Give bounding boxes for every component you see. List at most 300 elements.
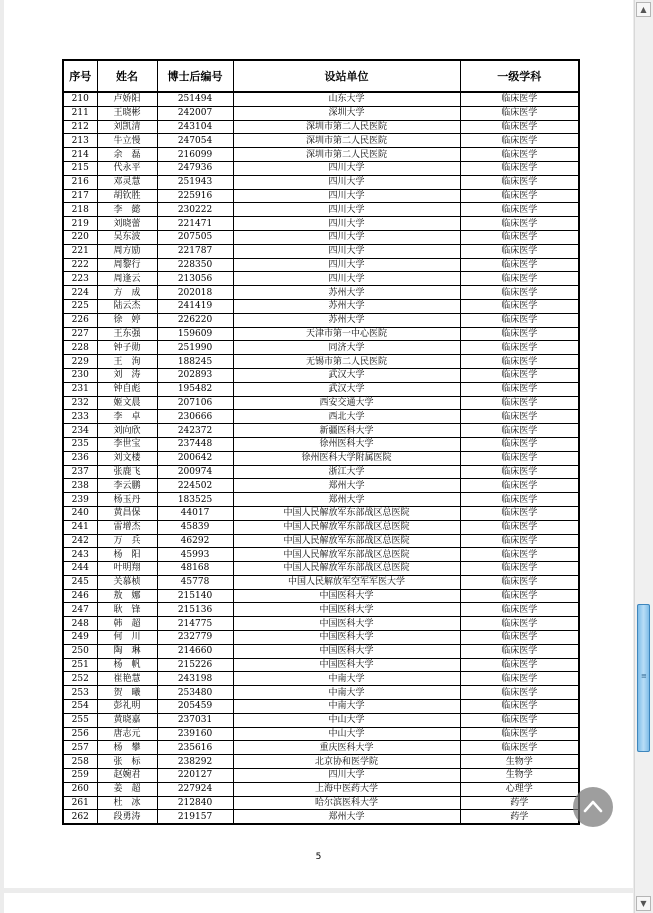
cell-institution: 哈尔滨医科大学	[233, 796, 460, 810]
cell-discipline: 临床医学	[460, 382, 579, 396]
scrollbar-thumb[interactable]	[637, 604, 650, 752]
table-row	[63, 603, 579, 617]
cell-institution: 四川大学	[233, 203, 460, 217]
cell-discipline: 临床医学	[460, 410, 579, 424]
cell-name: 王晓彬	[97, 106, 157, 120]
table-row	[63, 479, 579, 493]
cell-discipline: 临床医学	[460, 686, 579, 700]
cell-postdoc-id: 242372	[157, 424, 233, 438]
cell-name: 代永平	[97, 161, 157, 175]
cell-discipline: 临床医学	[460, 631, 579, 645]
cell-institution: 中国人民解放军东部战区总医院	[233, 534, 460, 548]
cell-discipline: 临床医学	[460, 700, 579, 714]
cell-discipline: 心理学	[460, 782, 579, 796]
cell-institution: 深圳市第二人民医院	[233, 148, 460, 162]
cell-institution: 四川大学	[233, 769, 460, 783]
cell-discipline: 临床医学	[460, 134, 579, 148]
cell-discipline: 临床医学	[460, 203, 579, 217]
cell-index: 228	[63, 341, 97, 355]
cell-institution: 中国医科大学	[233, 589, 460, 603]
cell-postdoc-id: 237031	[157, 713, 233, 727]
cell-discipline: 临床医学	[460, 92, 579, 106]
cell-postdoc-id: 214775	[157, 617, 233, 631]
cell-postdoc-id: 207505	[157, 230, 233, 244]
cell-postdoc-id: 227924	[157, 782, 233, 796]
cell-postdoc-id: 232779	[157, 631, 233, 645]
cell-discipline: 临床医学	[460, 272, 579, 286]
cell-discipline: 临床医学	[460, 148, 579, 162]
cell-name: 周逢云	[97, 272, 157, 286]
cell-institution: 无锡市第二人民医院	[233, 355, 460, 369]
cell-discipline: 生物学	[460, 755, 579, 769]
cell-postdoc-id: 253480	[157, 686, 233, 700]
cell-index: 239	[63, 493, 97, 507]
cell-index: 223	[63, 272, 97, 286]
table-row	[63, 299, 579, 313]
cell-institution: 中山大学	[233, 727, 460, 741]
cell-index: 257	[63, 741, 97, 755]
cell-index: 210	[63, 92, 97, 106]
cell-index: 211	[63, 106, 97, 120]
cell-institution: 中南大学	[233, 700, 460, 714]
table-row	[63, 230, 579, 244]
table-row	[63, 106, 579, 120]
cell-institution: 西北大学	[233, 410, 460, 424]
cell-postdoc-id: 213056	[157, 272, 233, 286]
cell-institution: 深圳市第二人民医院	[233, 120, 460, 134]
cell-postdoc-id: 45778	[157, 575, 233, 589]
cell-name: 叶明翔	[97, 562, 157, 576]
cell-institution: 重庆医科大学	[233, 741, 460, 755]
cell-discipline: 药学	[460, 796, 579, 810]
cell-name: 赵婉君	[97, 769, 157, 783]
cell-institution: 徐州医科大学	[233, 437, 460, 451]
cell-institution: 中国人民解放军东部战区总医院	[233, 506, 460, 520]
cell-discipline: 临床医学	[460, 713, 579, 727]
cell-name: 韩 超	[97, 617, 157, 631]
cell-name: 李 卓	[97, 410, 157, 424]
cell-name: 刘晓蕾	[97, 217, 157, 231]
table-row	[63, 575, 579, 589]
cell-postdoc-id: 215136	[157, 603, 233, 617]
table-row	[63, 451, 579, 465]
cell-index: 255	[63, 713, 97, 727]
cell-name: 姜 超	[97, 782, 157, 796]
cell-index: 256	[63, 727, 97, 741]
cell-postdoc-id: 230222	[157, 203, 233, 217]
cell-name: 余 磊	[97, 148, 157, 162]
cell-institution: 中国医科大学	[233, 617, 460, 631]
cell-name: 何 川	[97, 631, 157, 645]
cell-discipline: 临床医学	[460, 258, 579, 272]
cell-postdoc-id: 216099	[157, 148, 233, 162]
table-row	[63, 506, 579, 520]
cell-index: 240	[63, 506, 97, 520]
table-row	[63, 396, 579, 410]
cell-institution: 中国人民解放军空军军医大学	[233, 575, 460, 589]
cell-name: 卢娇阳	[97, 92, 157, 106]
table-row	[63, 700, 579, 714]
cell-index: 245	[63, 575, 97, 589]
table-row	[63, 741, 579, 755]
cell-name: 李世宝	[97, 437, 157, 451]
cell-name: 彭礼明	[97, 700, 157, 714]
cell-index: 258	[63, 755, 97, 769]
cell-name: 杨 攀	[97, 741, 157, 755]
table-row	[63, 120, 579, 134]
cell-institution: 西安交通大学	[233, 396, 460, 410]
cell-name: 杜 冰	[97, 796, 157, 810]
table-row	[63, 424, 579, 438]
cell-institution: 武汉大学	[233, 368, 460, 382]
cell-name: 刘凯清	[97, 120, 157, 134]
cell-institution: 四川大学	[233, 217, 460, 231]
cell-name: 刘向欣	[97, 424, 157, 438]
cell-discipline: 临床医学	[460, 617, 579, 631]
cell-index: 259	[63, 769, 97, 783]
cell-name: 胡钦胜	[97, 189, 157, 203]
back-to-top-button[interactable]	[573, 787, 613, 827]
cell-name: 徐 婷	[97, 313, 157, 327]
cell-index: 225	[63, 299, 97, 313]
cell-postdoc-id: 247054	[157, 134, 233, 148]
cell-name: 钟自彪	[97, 382, 157, 396]
cell-discipline: 临床医学	[460, 479, 579, 493]
cell-postdoc-id: 241419	[157, 299, 233, 313]
table-row	[63, 548, 579, 562]
cell-institution: 北京协和医学院	[233, 755, 460, 769]
grip-icon: ≡	[641, 672, 647, 680]
cell-discipline: 临床医学	[460, 589, 579, 603]
cell-discipline: 临床医学	[460, 451, 579, 465]
cell-institution: 中国医科大学	[233, 658, 460, 672]
cell-discipline: 临床医学	[460, 230, 579, 244]
cell-index: 237	[63, 465, 97, 479]
cell-postdoc-id: 214660	[157, 644, 233, 658]
cell-institution: 郑州大学	[233, 493, 460, 507]
cell-postdoc-id: 251990	[157, 341, 233, 355]
cell-institution: 中山大学	[233, 713, 460, 727]
cell-index: 220	[63, 230, 97, 244]
next-page-edge	[4, 893, 633, 913]
table-row	[63, 672, 579, 686]
table-row	[63, 782, 579, 796]
cell-postdoc-id: 247936	[157, 161, 233, 175]
cell-index: 249	[63, 631, 97, 645]
cell-name: 姬文晨	[97, 396, 157, 410]
cell-name: 吴东波	[97, 230, 157, 244]
cell-index: 229	[63, 355, 97, 369]
cell-institution: 中南大学	[233, 672, 460, 686]
cell-discipline: 临床医学	[460, 658, 579, 672]
cell-postdoc-id: 243104	[157, 120, 233, 134]
cell-postdoc-id: 230666	[157, 410, 233, 424]
cell-postdoc-id: 226220	[157, 313, 233, 327]
cell-institution: 四川大学	[233, 244, 460, 258]
chevron-up-icon	[582, 796, 604, 818]
cell-discipline: 临床医学	[460, 548, 579, 562]
cell-institution: 中南大学	[233, 686, 460, 700]
table-row	[63, 355, 579, 369]
table-row	[63, 686, 579, 700]
header-postdoc-id: 博士后编号	[157, 60, 233, 92]
cell-discipline: 临床医学	[460, 575, 579, 589]
cell-name: 雷增杰	[97, 520, 157, 534]
table-row	[63, 189, 579, 203]
cell-institution: 四川大学	[233, 272, 460, 286]
cell-institution: 深圳大学	[233, 106, 460, 120]
cell-index: 233	[63, 410, 97, 424]
postdoc-list-table	[62, 59, 580, 825]
table-row	[63, 175, 579, 189]
cell-discipline: 临床医学	[460, 244, 579, 258]
cell-name: 贺 曦	[97, 686, 157, 700]
cell-postdoc-id: 219157	[157, 810, 233, 824]
table-row	[63, 258, 579, 272]
cell-postdoc-id: 237448	[157, 437, 233, 451]
table-row	[63, 713, 579, 727]
cell-institution: 四川大学	[233, 175, 460, 189]
cell-postdoc-id: 48168	[157, 562, 233, 576]
cell-index: 253	[63, 686, 97, 700]
cell-postdoc-id: 207106	[157, 396, 233, 410]
table-row	[63, 410, 579, 424]
cell-index: 241	[63, 520, 97, 534]
cell-postdoc-id: 238292	[157, 755, 233, 769]
cell-discipline: 临床医学	[460, 534, 579, 548]
cell-index: 232	[63, 396, 97, 410]
cell-index: 217	[63, 189, 97, 203]
cell-postdoc-id: 215226	[157, 658, 233, 672]
cell-discipline: 临床医学	[460, 175, 579, 189]
cell-index: 215	[63, 161, 97, 175]
cell-postdoc-id: 200974	[157, 465, 233, 479]
cell-index: 221	[63, 244, 97, 258]
table-row	[63, 810, 579, 824]
cell-postdoc-id: 215140	[157, 589, 233, 603]
cell-discipline: 临床医学	[460, 120, 579, 134]
cell-postdoc-id: 159609	[157, 327, 233, 341]
cell-institution: 中国人民解放军东部战区总医院	[233, 548, 460, 562]
cell-index: 226	[63, 313, 97, 327]
cell-index: 243	[63, 548, 97, 562]
table-row	[63, 203, 579, 217]
table-row	[63, 437, 579, 451]
cell-institution: 中国人民解放军东部战区总医院	[233, 520, 460, 534]
table-row	[63, 244, 579, 258]
cell-institution: 四川大学	[233, 189, 460, 203]
table-row	[63, 134, 579, 148]
cell-postdoc-id: 242007	[157, 106, 233, 120]
cell-name: 敖 娜	[97, 589, 157, 603]
table-row	[63, 313, 579, 327]
cell-index: 252	[63, 672, 97, 686]
cell-institution: 苏州大学	[233, 313, 460, 327]
cell-discipline: 临床医学	[460, 327, 579, 341]
cell-discipline: 临床医学	[460, 727, 579, 741]
cell-name: 万 兵	[97, 534, 157, 548]
cell-institution: 天津市第一中心医院	[233, 327, 460, 341]
cell-index: 261	[63, 796, 97, 810]
cell-discipline: 临床医学	[460, 493, 579, 507]
cell-postdoc-id: 200642	[157, 451, 233, 465]
cell-postdoc-id: 225916	[157, 189, 233, 203]
cell-index: 227	[63, 327, 97, 341]
cell-discipline: 临床医学	[460, 299, 579, 313]
cell-name: 唐志元	[97, 727, 157, 741]
cell-discipline: 临床医学	[460, 437, 579, 451]
cell-postdoc-id: 224502	[157, 479, 233, 493]
cell-name: 张 标	[97, 755, 157, 769]
cell-postdoc-id: 221471	[157, 217, 233, 231]
cell-postdoc-id: 202893	[157, 368, 233, 382]
table-row	[63, 286, 579, 300]
cell-index: 234	[63, 424, 97, 438]
table-row	[63, 562, 579, 576]
cell-discipline: 临床医学	[460, 672, 579, 686]
header-name: 姓名	[97, 60, 157, 92]
table-row	[63, 644, 579, 658]
scroll-up-arrow-icon[interactable]: ▲	[636, 2, 651, 17]
cell-name: 刘文楼	[97, 451, 157, 465]
cell-name: 周黎行	[97, 258, 157, 272]
table-row	[63, 327, 579, 341]
cell-name: 耿 锋	[97, 603, 157, 617]
cell-name: 崔艳慧	[97, 672, 157, 686]
table-row	[63, 796, 579, 810]
cell-discipline: 临床医学	[460, 341, 579, 355]
table-row	[63, 92, 579, 106]
table-body	[63, 92, 579, 824]
cell-name: 黄昌保	[97, 506, 157, 520]
cell-postdoc-id: 44017	[157, 506, 233, 520]
cell-name: 李 懿	[97, 203, 157, 217]
table-row	[63, 755, 579, 769]
cell-index: 218	[63, 203, 97, 217]
cell-discipline: 临床医学	[460, 313, 579, 327]
cell-institution: 中国医科大学	[233, 644, 460, 658]
cell-name: 关慕桢	[97, 575, 157, 589]
cell-discipline: 临床医学	[460, 161, 579, 175]
cell-index: 244	[63, 562, 97, 576]
cell-name: 段勇涛	[97, 810, 157, 824]
cell-index: 231	[63, 382, 97, 396]
cell-discipline: 临床医学	[460, 506, 579, 520]
cell-index: 250	[63, 644, 97, 658]
cell-institution: 四川大学	[233, 258, 460, 272]
cell-institution: 新疆医科大学	[233, 424, 460, 438]
cell-discipline: 临床医学	[460, 189, 579, 203]
cell-institution: 山东大学	[233, 92, 460, 106]
cell-postdoc-id: 202018	[157, 286, 233, 300]
cell-index: 214	[63, 148, 97, 162]
cell-institution: 同济大学	[233, 341, 460, 355]
cell-discipline: 药学	[460, 810, 579, 824]
cell-name: 王 洵	[97, 355, 157, 369]
cell-index: 216	[63, 175, 97, 189]
table-row	[63, 382, 579, 396]
cell-postdoc-id: 221787	[157, 244, 233, 258]
cell-discipline: 临床医学	[460, 562, 579, 576]
cell-institution: 苏州大学	[233, 299, 460, 313]
cell-institution: 中国人民解放军东部战区总医院	[233, 562, 460, 576]
cell-institution: 中国医科大学	[233, 603, 460, 617]
cell-postdoc-id: 220127	[157, 769, 233, 783]
cell-discipline: 临床医学	[460, 603, 579, 617]
cell-index: 248	[63, 617, 97, 631]
cell-institution: 深圳市第二人民医院	[233, 134, 460, 148]
cell-index: 242	[63, 534, 97, 548]
cell-index: 260	[63, 782, 97, 796]
cell-name: 周方励	[97, 244, 157, 258]
cell-index: 224	[63, 286, 97, 300]
cell-discipline: 临床医学	[460, 520, 579, 534]
table-row	[63, 520, 579, 534]
cell-name: 杨 帆	[97, 658, 157, 672]
cell-name: 牛立慢	[97, 134, 157, 148]
cell-postdoc-id: 183525	[157, 493, 233, 507]
cell-institution: 四川大学	[233, 161, 460, 175]
cell-index: 219	[63, 217, 97, 231]
table-row	[63, 658, 579, 672]
cell-index: 246	[63, 589, 97, 603]
cell-institution: 徐州医科大学附属医院	[233, 451, 460, 465]
cell-postdoc-id: 243198	[157, 672, 233, 686]
cell-name: 邓灵慧	[97, 175, 157, 189]
cell-postdoc-id: 251943	[157, 175, 233, 189]
header-discipline: 一级学科	[460, 60, 579, 92]
cell-discipline: 临床医学	[460, 465, 579, 479]
cell-discipline: 生物学	[460, 769, 579, 783]
cell-institution: 苏州大学	[233, 286, 460, 300]
cell-name: 钟子勋	[97, 341, 157, 355]
cell-name: 陶 琳	[97, 644, 157, 658]
table-row	[63, 589, 579, 603]
cell-name: 杨 阳	[97, 548, 157, 562]
table-row	[63, 727, 579, 741]
cell-index: 238	[63, 479, 97, 493]
table-header-row	[63, 60, 579, 92]
vertical-scrollbar[interactable]	[634, 0, 653, 913]
cell-discipline: 临床医学	[460, 741, 579, 755]
cell-institution: 四川大学	[233, 230, 460, 244]
cell-name: 王东强	[97, 327, 157, 341]
table-row	[63, 368, 579, 382]
document-page	[4, 0, 633, 888]
table-row	[63, 148, 579, 162]
page-number: 5	[315, 852, 322, 862]
cell-name: 方 成	[97, 286, 157, 300]
cell-name: 黄晓嘉	[97, 713, 157, 727]
cell-discipline: 临床医学	[460, 644, 579, 658]
cell-index: 247	[63, 603, 97, 617]
cell-index: 212	[63, 120, 97, 134]
table-row	[63, 631, 579, 645]
scroll-down-arrow-icon[interactable]: ▼	[636, 896, 651, 911]
table-row	[63, 217, 579, 231]
table-row	[63, 617, 579, 631]
cell-postdoc-id: 212840	[157, 796, 233, 810]
table-row	[63, 534, 579, 548]
table-row	[63, 272, 579, 286]
cell-institution: 郑州大学	[233, 810, 460, 824]
cell-name: 李云鹏	[97, 479, 157, 493]
cell-postdoc-id: 46292	[157, 534, 233, 548]
cell-postdoc-id: 195482	[157, 382, 233, 396]
cell-index: 230	[63, 368, 97, 382]
cell-discipline: 临床医学	[460, 106, 579, 120]
header-institution: 设站单位	[233, 60, 460, 92]
